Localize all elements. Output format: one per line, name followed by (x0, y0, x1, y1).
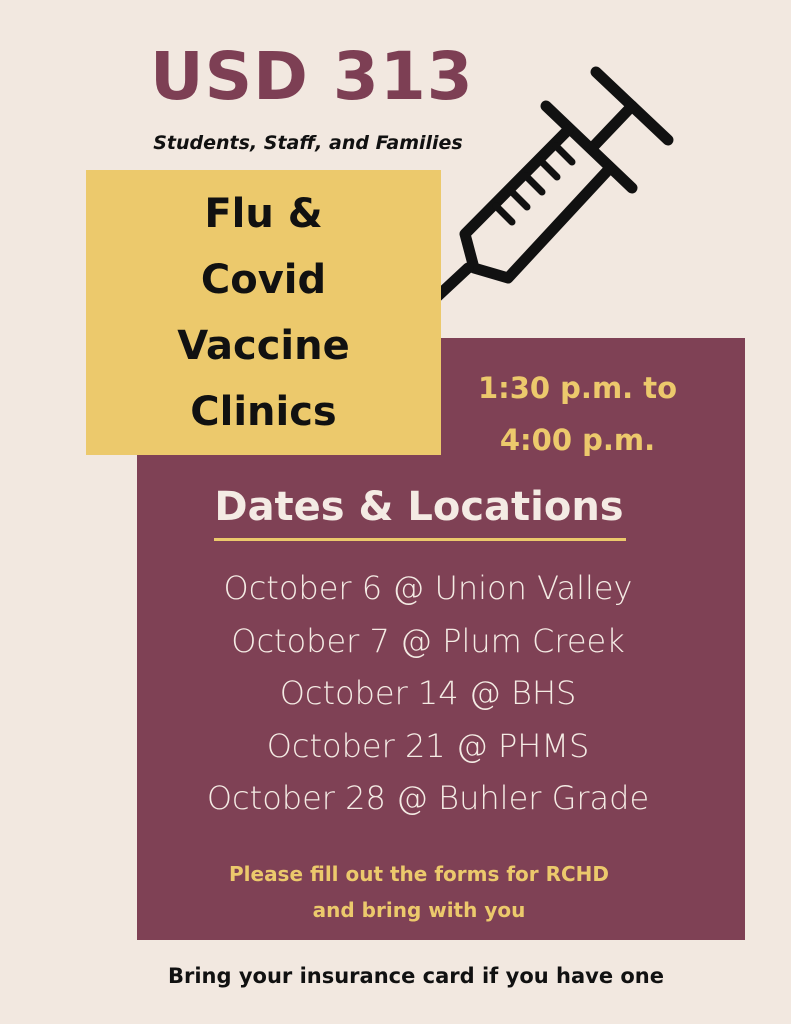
note-line: Please fill out the forms for RCHD (228, 862, 610, 886)
footer-text: Bring your insurance card if you have one (168, 964, 664, 988)
subtitle: Students, Staff, and Families (153, 132, 463, 154)
locations-list (137, 562, 719, 825)
headline-line: Flu & (204, 190, 323, 237)
heading-underline (214, 538, 626, 541)
time-line: 4:00 p.m. (499, 423, 656, 457)
dates-heading: Dates & Locations (214, 484, 624, 530)
note-line: and bring with you (312, 898, 526, 922)
headline-box (86, 170, 441, 455)
footer (0, 964, 791, 988)
list-item: October 7 @ Plum Creek (231, 621, 625, 660)
time-line: 1:30 p.m. to (477, 371, 678, 405)
list-item: October 21 @ PHMS (266, 726, 590, 765)
headline-line: Vaccine (177, 322, 350, 369)
clinic-time (445, 362, 710, 466)
list-item: October 28 @ Buhler Grade (206, 779, 650, 817)
list-item: October 6 @ Union Valley (223, 569, 633, 607)
headline-line: Covid (200, 256, 327, 303)
page-title: USD 313 (150, 38, 474, 115)
syringe-icon (410, 60, 690, 320)
headline-line: Clinics (190, 388, 337, 435)
forms-note (137, 856, 701, 928)
list-item: October 14 @ BHS (279, 674, 577, 712)
